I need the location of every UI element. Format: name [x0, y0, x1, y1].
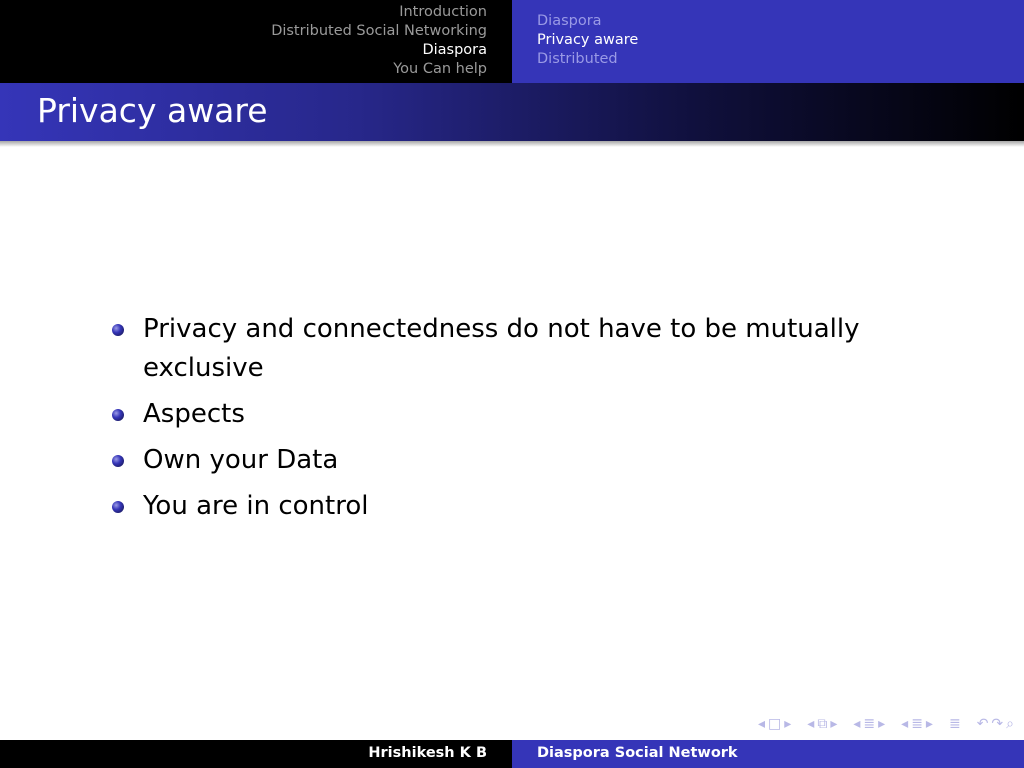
- footer-author-box: [0, 740, 512, 768]
- footer-title-box: [512, 740, 1024, 768]
- nav-document-lines-icon[interactable]: ≣: [948, 716, 961, 732]
- bullet-item: [0, 395, 903, 434]
- subsection-diaspora[interactable]: Diaspora: [537, 13, 602, 29]
- nav-section-lines-icon[interactable]: ≣: [911, 716, 923, 732]
- subsection-list: [537, 12, 638, 69]
- nav-subsection-lines-icon[interactable]: ≣: [863, 716, 876, 732]
- nav-right-arrow-icon[interactable]: ▸: [784, 716, 792, 732]
- section-list: [271, 3, 487, 79]
- nav-slide-icon[interactable]: [758, 716, 791, 732]
- nav-frame-icon[interactable]: [807, 716, 837, 732]
- nav-subsection-icon[interactable]: [853, 716, 885, 732]
- section-navigation: [0, 0, 512, 83]
- bullet-ball-icon: [112, 324, 124, 336]
- bullet-item: [0, 487, 903, 526]
- nav-back-icon[interactable]: ↶: [976, 716, 989, 732]
- nav-forward-icon[interactable]: ↷: [991, 716, 1004, 732]
- footer-short-title: Diaspora Social Network: [537, 745, 738, 761]
- nav-left-arrow-icon[interactable]: ◂: [853, 716, 861, 732]
- nav-search-magnifier-icon[interactable]: ⌕: [1006, 716, 1014, 732]
- bullet-text: Aspects: [143, 399, 245, 429]
- frame-title: Privacy aware: [37, 91, 268, 130]
- nav-left-arrow-icon[interactable]: ◂: [807, 716, 815, 732]
- title-bar-shadow: [0, 141, 1024, 147]
- bullet-item: [0, 441, 903, 480]
- nav-left-arrow-icon[interactable]: ◂: [901, 716, 909, 732]
- subsection-navigation: [512, 0, 1024, 83]
- nav-search-icon[interactable]: [977, 716, 1014, 732]
- section-introduction[interactable]: Introduction: [399, 4, 487, 20]
- nav-section-icon[interactable]: [901, 716, 933, 732]
- section-you-can-help[interactable]: You Can help: [393, 61, 487, 77]
- bullet-text: Own your Data: [143, 445, 339, 475]
- bullet-ball-icon: [112, 455, 124, 467]
- nav-left-arrow-icon[interactable]: ◂: [758, 716, 766, 732]
- subsection-privacy-aware[interactable]: Privacy aware: [537, 32, 639, 48]
- bullet-text: You are in control: [143, 491, 369, 521]
- navigation-symbols: [758, 714, 1014, 734]
- bullet-text: Privacy and connectedness do not have to be mutually exclusive: [143, 314, 860, 383]
- nav-frame-stack-icon[interactable]: ⧉: [817, 716, 828, 732]
- footer-author: Hrishikesh K B: [368, 745, 487, 761]
- nav-right-arrow-icon[interactable]: ▸: [878, 716, 886, 732]
- bullet-list: [0, 310, 1024, 533]
- nav-right-arrow-icon[interactable]: ▸: [925, 716, 933, 732]
- bullet-ball-icon: [112, 409, 124, 421]
- subsection-distributed[interactable]: Distributed: [537, 51, 618, 67]
- section-diaspora[interactable]: Diaspora: [422, 42, 487, 58]
- section-distributed-social-networking[interactable]: Distributed Social Networking: [271, 23, 487, 39]
- nav-slide-box-icon[interactable]: □: [768, 716, 782, 732]
- header-navigation: [0, 0, 1024, 83]
- bullet-ball-icon: [112, 501, 124, 513]
- bullet-item: [0, 310, 903, 388]
- nav-document-icon[interactable]: [949, 716, 961, 732]
- nav-right-arrow-icon[interactable]: ▸: [830, 716, 838, 732]
